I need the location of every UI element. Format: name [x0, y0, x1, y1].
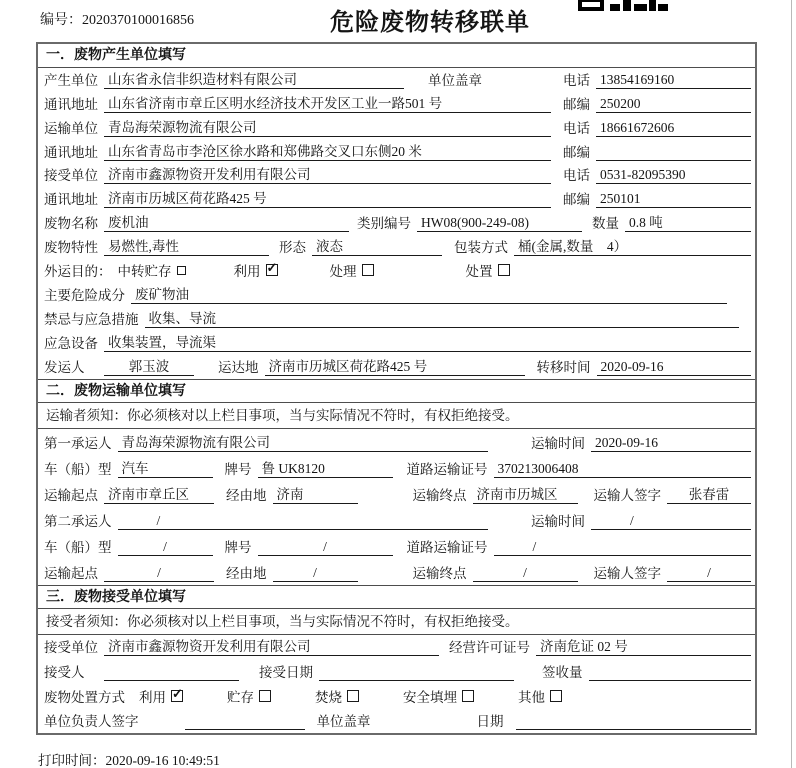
- waste-name-label: 废物名称: [44, 216, 98, 232]
- shipper-value: 郭玉波: [104, 355, 194, 376]
- unit-seal-label: 单位盖章: [316, 714, 371, 730]
- option-label: 焚烧: [315, 689, 342, 705]
- address-label: 通讯地址: [44, 96, 98, 112]
- manifest-form-table: [36, 42, 757, 735]
- destination-value: 济南市历城区荷花路425 号: [265, 355, 525, 376]
- checkbox-icon: [177, 266, 186, 275]
- first-carrier-row: [38, 429, 755, 455]
- hazard-component-label: 主要危险成分: [44, 287, 125, 303]
- shipper-row: [38, 355, 755, 379]
- vehicle-type-value: 汽车: [118, 457, 213, 478]
- accepting-unit-value: 济南市鑫源物资开发利用有限公司: [104, 635, 439, 656]
- receiver-address-row: [38, 187, 755, 211]
- carrier-signature-label: 运输人签字: [593, 565, 661, 581]
- section3-title: 三．废物接受单位填写: [38, 585, 755, 609]
- section3-notice: 接受者须知：你必须核对以上栏目事项，当与实际情况不符时，有权拒绝接受。: [38, 609, 755, 635]
- unit-seal-label: 单位盖章: [428, 72, 482, 88]
- option-label: 安全填埋: [403, 689, 457, 705]
- transporter-address-row: [38, 140, 755, 164]
- responsible-signature-label: 单位负责人签字: [44, 714, 139, 730]
- hazard-component-value: 废矿物油: [131, 283, 727, 304]
- document-number-label: 编号：: [40, 13, 82, 28]
- taboo-measures-label: 禁忌与应急措施: [44, 311, 139, 327]
- first-carrier-label: 第一承运人: [44, 435, 112, 451]
- route-start-label: 运输起点: [44, 487, 98, 503]
- road-license-value: /: [494, 539, 752, 556]
- producer-zip-value: 250200: [596, 96, 751, 113]
- disposal-option-other: [518, 686, 562, 706]
- road-license-label: 道路运输证号: [406, 461, 488, 477]
- transporter-unit-label: 运输单位: [44, 120, 98, 136]
- destination-label: 运达地: [218, 359, 259, 375]
- road-license-value: 370213006408: [494, 461, 752, 478]
- accept-date-label: 接受日期: [259, 664, 313, 680]
- disposal-method-row: [38, 684, 755, 709]
- carrier-signature-value: 张春雷: [667, 483, 751, 504]
- shipper-label: 发运人: [44, 359, 85, 375]
- receiver-unit-row: [38, 164, 755, 188]
- accepting-unit-label: 接受单位: [44, 640, 98, 656]
- waste-traits-row: [38, 235, 755, 259]
- receiver-address-value: 济南市历城区荷花路425 号: [104, 187, 551, 208]
- section1-title: 一．废物产生单位填写: [38, 44, 755, 68]
- quantity-value: 0.8 吨: [625, 211, 751, 232]
- taboo-measures-row: [38, 307, 755, 331]
- disposal-option-incinerate: [315, 686, 359, 706]
- qr-code-fragment-icon: [578, 0, 670, 11]
- transfer-time-value: 2020-09-16: [597, 359, 752, 376]
- receiver-unit-label: 接受单位: [44, 168, 98, 184]
- signed-quantity-label: 签收量: [542, 664, 583, 680]
- route-end-value: 济南市历城区: [473, 483, 578, 504]
- print-time-value: 2020-09-16 10:49:51: [105, 753, 220, 768]
- option-label: 利用: [233, 264, 261, 280]
- transporter-unit-value: 青岛海荣源物流有限公司: [104, 116, 551, 137]
- accept-date-value: [319, 665, 514, 681]
- transporter-zip-value: [596, 145, 751, 161]
- plate-label: 牌号: [224, 461, 252, 477]
- zip-label: 邮编: [563, 96, 590, 112]
- transporter-unit-row: [38, 116, 755, 140]
- packing-value: 桶(金属,数量 4）: [514, 235, 751, 256]
- option-label: 处理: [329, 264, 357, 280]
- form-state-label: 形态: [279, 240, 306, 256]
- checkbox-checked-icon: [171, 690, 183, 702]
- quantity-label: 数量: [592, 216, 619, 232]
- vehicle-type-row-2: [38, 533, 755, 559]
- second-carrier-value: /: [118, 513, 488, 530]
- receiver-unit-value: 济南市鑫源物资开发利用有限公司: [104, 163, 551, 184]
- acceptor-value: [104, 665, 239, 681]
- print-time: [38, 749, 220, 768]
- checkbox-icon: [362, 264, 374, 276]
- vehicle-type-value: /: [118, 539, 213, 556]
- document-number: [40, 9, 194, 29]
- section2-title: 二．废物运输单位填写: [38, 379, 755, 403]
- emergency-equipment-row: [38, 331, 755, 355]
- zip-label: 邮编: [563, 144, 590, 160]
- responsible-signature-value: [185, 714, 305, 730]
- option-label: 处置: [465, 264, 493, 280]
- print-time-label: 打印时间：: [38, 753, 106, 768]
- receiver-zip-value: 250101: [596, 191, 751, 208]
- option-label: 其他: [518, 689, 545, 705]
- document-number-value: 2020370100016856: [82, 13, 194, 28]
- route-start-label: 运输起点: [44, 565, 98, 581]
- waste-name-value: 废机油: [104, 211, 349, 232]
- date-label: 日期: [476, 714, 504, 730]
- route-via-value: /: [273, 565, 358, 582]
- address-label: 通讯地址: [44, 192, 98, 208]
- zip-label: 邮编: [563, 192, 590, 208]
- receiver-phone-value: 0531-82095390: [596, 167, 751, 184]
- producer-unit-value: 山东省永信非织造材料有限公司: [104, 68, 404, 89]
- category-code-value: HW08(900-249-08): [417, 215, 582, 232]
- taboo-measures-value: 收集、导流: [145, 307, 740, 328]
- date-value: [516, 714, 752, 730]
- option-label: 中转贮存: [117, 264, 172, 280]
- road-license-label: 道路运输证号: [406, 539, 488, 555]
- purpose-option-utilize: [234, 260, 278, 280]
- page-edge-line: [791, 0, 792, 768]
- producer-unit-row: [38, 68, 755, 92]
- transport-time-label: 运输时间: [531, 435, 585, 451]
- transfer-time-label: 转移时间: [536, 359, 591, 375]
- checkbox-icon: [347, 690, 359, 702]
- transfer-purpose-row: [38, 259, 755, 283]
- transfer-purpose-label: 外运目的：: [44, 264, 112, 280]
- route-row-2: [38, 559, 755, 585]
- route-start-value: /: [104, 565, 214, 582]
- route-end-label: 运输终点: [412, 487, 467, 503]
- transporter-address-value: 山东省青岛市李沧区徐水路和郑佛路交叉口东侧20 米: [104, 140, 551, 161]
- acceptor-label: 接受人: [44, 664, 85, 680]
- phone-label: 电话: [563, 120, 590, 136]
- form-state-value: 液态: [312, 235, 442, 256]
- plate-label: 牌号: [224, 539, 252, 555]
- category-code-label: 类别编号: [357, 216, 411, 232]
- page-title: 危险废物转移联单: [330, 10, 530, 36]
- signed-quantity-value: [589, 665, 752, 681]
- route-end-label: 运输终点: [412, 565, 467, 581]
- option-label: 贮存: [227, 689, 254, 705]
- option-label: 利用: [139, 689, 166, 705]
- disposal-option-utilize: [139, 686, 183, 706]
- producer-unit-label: 产生单位: [44, 72, 98, 88]
- producer-phone-value: 13854169160: [596, 72, 751, 89]
- route-via-value: 济南: [273, 483, 358, 504]
- purpose-option-treat: [330, 260, 374, 280]
- address-label: 通讯地址: [44, 144, 98, 160]
- producer-address-value: 山东省济南市章丘区明水经济技术开发区工业一路501 号: [104, 92, 551, 113]
- second-carrier-row: [38, 507, 755, 533]
- route-end-value: /: [473, 565, 578, 582]
- checkbox-icon: [498, 264, 510, 276]
- vehicle-type-label: 车（船）型: [44, 539, 112, 555]
- emergency-equipment-value: 收集装置，导流渠: [104, 331, 751, 352]
- checkbox-icon: [462, 690, 474, 702]
- checkbox-icon: [259, 690, 271, 702]
- producer-address-row: [38, 92, 755, 116]
- phone-label: 电话: [563, 72, 590, 88]
- business-license-value: 济南危证 02 号: [536, 635, 751, 656]
- disposal-option-landfill: [403, 686, 474, 706]
- emergency-equipment-label: 应急设备: [44, 335, 98, 351]
- second-carrier-label: 第二承运人: [44, 513, 112, 529]
- transporter-phone-value: 18661672606: [596, 120, 751, 137]
- section2-notice: 运输者须知：你必须核对以上栏目事项，当与实际情况不符时，有权拒绝接受。: [38, 403, 755, 429]
- waste-name-row: [38, 211, 755, 235]
- transport-time-value: /: [591, 513, 751, 530]
- vehicle-type-label: 车（船）型: [44, 461, 112, 477]
- carrier-signature-label: 运输人签字: [593, 487, 661, 503]
- carrier-signature-value: /: [667, 565, 751, 582]
- disposal-method-label: 废物处置方式: [44, 689, 125, 705]
- phone-label: 电话: [563, 168, 590, 184]
- checkbox-checked-icon: [266, 264, 278, 276]
- purpose-option-storage: [118, 260, 186, 280]
- first-carrier-value: 青岛海荣源物流有限公司: [118, 431, 488, 452]
- checkbox-icon: [550, 690, 562, 702]
- route-via-label: 经由地: [226, 565, 267, 581]
- purpose-option-dispose: [466, 260, 510, 280]
- responsible-signature-row: [38, 709, 755, 734]
- accepting-unit-row: [38, 635, 755, 660]
- plate-value: 鲁 UK8120: [258, 457, 393, 478]
- vehicle-type-row-1: [38, 455, 755, 481]
- section2-body: [38, 429, 755, 585]
- business-license-label: 经营许可证号: [449, 640, 530, 656]
- transport-time-label: 运输时间: [531, 513, 585, 529]
- route-row-1: [38, 481, 755, 507]
- hazard-component-row: [38, 283, 755, 307]
- acceptor-row: [38, 659, 755, 684]
- disposal-option-store: [227, 686, 271, 706]
- transport-time-value: 2020-09-16: [591, 435, 751, 452]
- plate-value: /: [258, 539, 393, 556]
- section3-body: [38, 635, 755, 734]
- section1-body: [38, 68, 755, 379]
- packing-label: 包装方式: [454, 240, 508, 256]
- route-via-label: 经由地: [226, 487, 267, 503]
- route-start-value: 济南市章丘区: [104, 483, 214, 504]
- waste-traits-value: 易燃性,毒性: [104, 235, 269, 256]
- waste-traits-label: 废物特性: [44, 240, 98, 256]
